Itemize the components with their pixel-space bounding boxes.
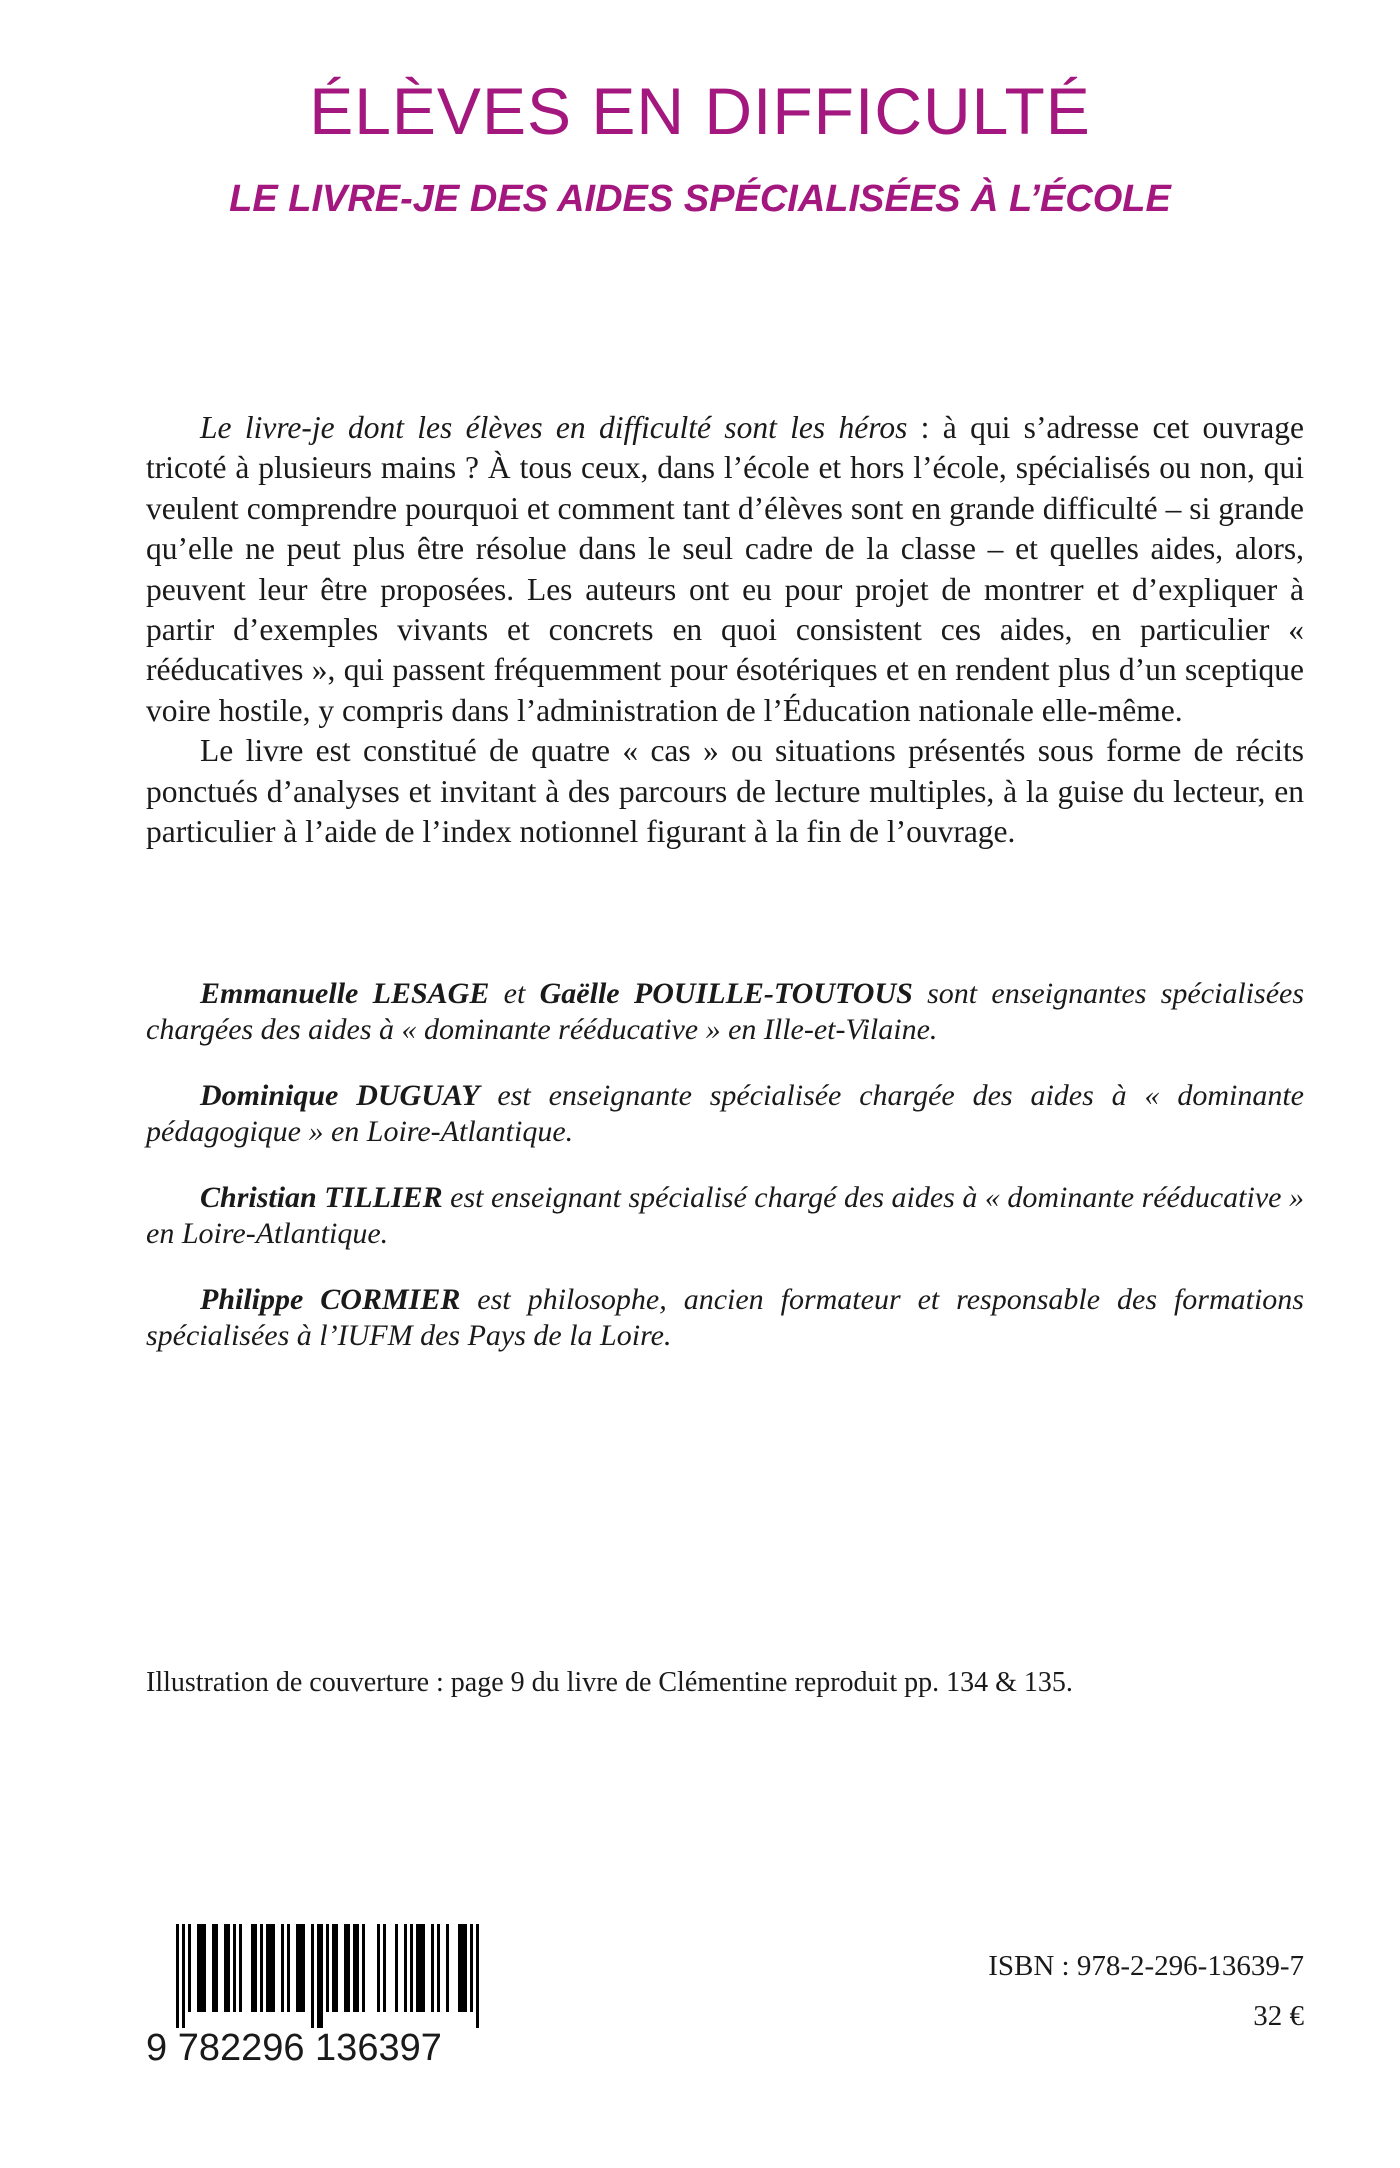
barcode-bar	[395, 1924, 398, 2012]
barcode-bar	[200, 1924, 203, 2012]
barcode-bar	[251, 1924, 254, 2012]
barcode-bar	[296, 1924, 299, 2012]
barcode-bar	[416, 1924, 419, 2012]
author-bio-4	[146, 1282, 1304, 1354]
barcode-bar	[299, 1924, 302, 2012]
author-bio-text: est enseignant spécialisé chargé des aides à « dominante rééducative » en Loire-Atlantique.	[146, 1181, 1305, 1250]
barcode-bar	[362, 1924, 365, 2012]
author-joiner: et	[489, 977, 540, 1010]
barcode-bar	[281, 1924, 284, 2012]
barcode-bar	[353, 1924, 356, 2012]
barcode-bar	[302, 1924, 305, 2012]
author-name: Christian TILLIER	[200, 1181, 443, 1214]
blurb-paragraph-1	[146, 408, 1304, 731]
author-bio-text: est enseignante spécialisée chargée des aides à « dominante pédagogique » en Loire-Atlantique.	[146, 1079, 1304, 1148]
barcode-bar	[239, 1924, 242, 2012]
barcode-bar	[197, 1924, 200, 2012]
barcode-bar	[254, 1924, 257, 2012]
author-bio-text: sont enseignantes spécialisées chargées des aides à « dominante rééducative » en Ille-et-Vilaine.	[146, 977, 1304, 1046]
blurb-italic-lead: Le livre-je dont les élèves en difficulté sont les héros	[200, 410, 908, 445]
book-subtitle: LE LIVRE-JE DES AIDES SPÉCIALISÉES À L’ÉCOLE	[229, 178, 1171, 220]
blurb-paragraph-1-rest: : à qui s’adresse cet ouvrage tricoté à plusieurs mains ? À tous ceux, dans l’école et hors l’école, spécialisés ou non, qui veulent comprendre pourquoi et comment tant d’élèves sont en grande difficulté – si grande qu’elle ne peut plus être résolue dans le seul cadre de la classe – et quelles aides, alors, peuvent leur être proposées. Les auteurs ont eu pour projet de montrer et d’expliquer à partir d’exemples vivants et concrets en quoi consistent ces aides, en particulier « rééducatives », qui passent fréquemment pour ésotériques et en rendent plus d’un sceptique voire hostile, y compris dans l’administration de l’Éducation nationale elle-même.	[146, 410, 1304, 728]
author-bio-text: est philosophe, ancien formateur et responsable des formations spécialisées à l’IUFM des Pays de la Loire.	[146, 1283, 1304, 1352]
barcode-bar	[458, 1924, 461, 2012]
barcode-bar	[422, 1924, 425, 2012]
barcode-bar	[212, 1924, 215, 2012]
barcode-bar	[419, 1924, 422, 2012]
author-name: Emmanuelle LESAGE	[200, 977, 490, 1010]
isbn-number: ISBN : 978-2-296-13639-7	[988, 1950, 1304, 1982]
barcode-bar	[317, 1924, 320, 2028]
author-bio-3	[146, 1180, 1304, 1252]
barcode-bar	[446, 1924, 449, 2012]
author-name: Gaëlle POUILLE-TOUTOUS	[539, 977, 913, 1010]
barcode-bar	[266, 1924, 269, 2012]
barcode-bar	[272, 1924, 275, 2012]
barcode-bar	[287, 1924, 290, 2012]
barcode-bar	[410, 1924, 413, 2012]
cover-illustration-credit: Illustration de couverture : page 9 du livre de Clémentine reproduit pp. 134 & 135.	[146, 1667, 1073, 1698]
barcode-bar	[320, 1924, 323, 2028]
author-bios	[146, 976, 1304, 1384]
author-bio-1	[146, 976, 1304, 1048]
blurb	[146, 408, 1304, 852]
barcode-bar	[182, 1924, 185, 2028]
barcode-bar	[461, 1924, 464, 2012]
author-name: Philippe CORMIER	[200, 1283, 461, 1316]
price: 32 €	[1253, 2000, 1304, 2032]
barcode-bar	[269, 1924, 272, 2012]
barcode-bar	[437, 1924, 440, 2012]
barcode-bar	[224, 1924, 227, 2012]
author-bio-2	[146, 1078, 1304, 1150]
barcode-bar	[470, 1924, 473, 2012]
barcode-bar	[215, 1924, 218, 2012]
barcode-bar	[377, 1924, 380, 2012]
barcode-bar	[227, 1924, 230, 2012]
barcode-bar	[356, 1924, 359, 2012]
barcode-bars	[146, 1924, 506, 2028]
barcode-bar	[404, 1924, 407, 2012]
barcode-bar	[335, 1924, 338, 2012]
barcode-bar	[260, 1924, 263, 2012]
barcode-bar	[383, 1924, 386, 2012]
barcode-bar	[188, 1924, 191, 2012]
barcode-bar	[476, 1924, 479, 2028]
barcode-bar	[464, 1924, 467, 2012]
barcode-bar	[176, 1924, 179, 2028]
barcode-bar	[431, 1924, 434, 2012]
barcode-bar	[311, 1924, 314, 2028]
barcode-bar	[326, 1924, 329, 2012]
blurb-paragraph-2: Le livre est constitué de quatre « cas » ou situations présentés sous forme de récits ponctués d’analyses et invitant à des parcours de lecture multiples, à la guise du lecteur, en particulier à l’aide de l’index notionnel figurant à la fin de l’ouvrage.	[146, 733, 1304, 850]
author-name: Dominique DUGUAY	[200, 1079, 480, 1112]
barcode-bar	[332, 1924, 335, 2012]
barcode-bar	[347, 1924, 350, 2012]
book-title: ÉLÈVES EN DIFFICULTÉ	[309, 74, 1091, 148]
barcode-bar	[344, 1924, 347, 2012]
isbn-barcode	[146, 1924, 506, 2069]
barcode-bar	[233, 1924, 236, 2012]
barcode-digits: 9 782296 136397	[146, 2027, 442, 2069]
barcode-bar	[203, 1924, 206, 2012]
